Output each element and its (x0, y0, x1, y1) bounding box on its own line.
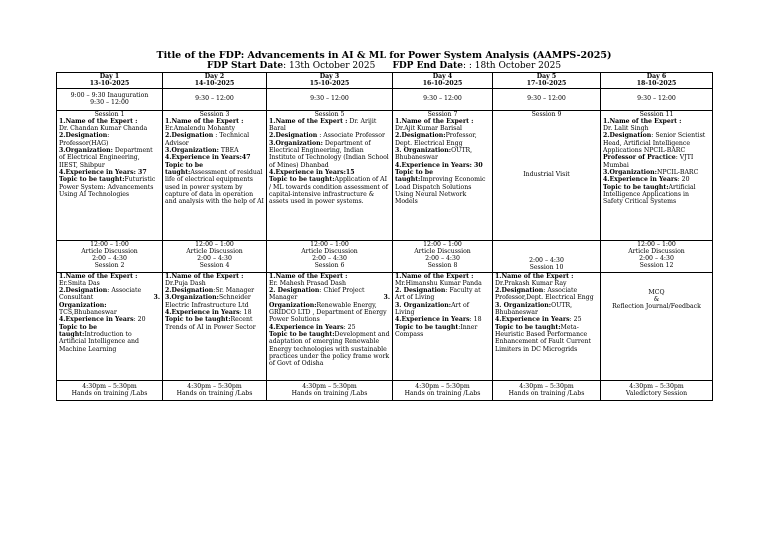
evening-cell: 4:30pm – 5:30pm Valedictory Session (601, 380, 713, 400)
session-cell: MCQ & Reflection Journal/Feedback (601, 272, 713, 380)
morning-time-row (57, 88, 713, 110)
day-header-row (57, 73, 713, 89)
session-cell: Session 7 1.Name of the Expert : Dr.Ajit Kumar Barisal 2.Designation:Professor, Dept. Electrical Engg 3. Organization:OUTR, Bhubaneswar 4.Experience in Years: 30 Topic to be taught:Improving Economic Load Dispatch Solutions Using Neural Network Models (393, 110, 493, 240)
end-date-label: FDP End Date (392, 61, 463, 71)
evening-row (57, 380, 713, 400)
fdp-dates (0, 61, 768, 72)
start-date-value: : 13th October 2025 (283, 61, 376, 71)
session-cell: Session 3 1.Name of the Expert : Er.Amalendu Mohanty 2.Designation : Technical Advisor 3.Organization: TBEA 4.Experience in Years:47 Topic to be taught:Assessment of residual life of electrical equipments used in power system by capture of data in operation and analysis with the help of AI (163, 110, 267, 240)
session-cell: 1.Name of the Expert : Er.Smita Das 2.Designation: Associate Consultant 3. Organization: TCS,Bhubaneswar 4.Experience in Years: 20 Topic to be taught:Introduction to Artificial Intelligence and Machine Learning (57, 272, 163, 380)
inauguration-cell: 9:00 – 9:30 Inauguration 9:30 – 12:00 (57, 88, 163, 110)
evening-cell: 4:30pm – 5:30pm Hands on training /Labs (393, 380, 493, 400)
session-cell: 1.Name of the Expert : Mr.Himanshu Kumar Panda 2. Designation: Faculty at Art of Living 3. Organization:Art of Living 4.Experience in Years: 18 Topic to be taught:Inner Compass (393, 272, 493, 380)
midday-cell: 12:00 – 1:00 Article Discussion 2:00 – 4:30 Session 6 (267, 240, 393, 272)
evening-cell: 4:30pm – 5:30pm Hands on training /Labs (57, 380, 163, 400)
midday-cell: 12:00 – 1:00 Article Discussion 2:00 – 4:30 Session 12 (601, 240, 713, 272)
day-header: Day 4 16-10-2025 (393, 73, 493, 89)
session-cell: Session 11 1.Name of the Expert : Dr. Lalit Singh 2.Designation: Senior Scientist Head, Artificial Intelligence Applications NPCIL-BARC Professor of Practice: VJTI Mumbai 3.Organization:NPCIL-BARC 4.Experience in Years: 20 Topic to be taught:Artificial Intelligence Applications in Safety Critical Systems (601, 110, 713, 240)
schedule-table (56, 72, 713, 401)
session-cell: 1.Name of the Expert : Er. Mahesh Prasad Dash 2. Designation: Chief Project Manager 3. Organization:Renewable Energy, GRIDCO LTD , Department of Energy Power Solutions 4.Experience in Years: 25 Topic to be taught:Development and adaptation of emerging Renewable Energy technologies with sustainable practices under the policy frame work of Govt of Odisha (267, 272, 393, 380)
evening-cell: 4:30pm – 5:30pm Hands on training /Labs (267, 380, 393, 400)
session-cell: 1.Name of the Expert : Dr.Prakash Kumar Ray 2.Designation: Associate Professor,Dept. Electrical Engg 3. Organization:OUTR, Bhubaneswar 4.Experience in Years: 25 Topic to be taught:Meta-Heuristic Based Performance Enhancement of Fault Current Limiters in DC Microgrids (493, 272, 601, 380)
time-cell: 9:30 – 12:00 (163, 88, 267, 110)
session-cell: Session 1 1.Name of the Expert : Dr. Chandan Kumar Chanda 2.Designation: Professor(HAG) 3.Organization: Department of Electrical Engineering, IIEST, Shibpur 4.Experience in Years: 37 Topic to be taught:Futuristic Power System: Advancements Using AI Technologies (57, 110, 163, 240)
time-cell: 9:30 – 12:00 (393, 88, 493, 110)
day-header: Day 5 17-10-2025 (493, 73, 601, 89)
midday-cell: 12:00 – 1:00 Article Discussion 2:00 – 4:30 Session 8 (393, 240, 493, 272)
afternoon-session-row (57, 272, 713, 380)
midday-row (57, 240, 713, 272)
fdp-title: Title of the FDP: Advancements in AI & ML for Power System Analysis (AAMPS-2025) (156, 50, 612, 61)
session-cell: Session 5 1.Name of the Expert : Dr. Arijit Baral 2.Designation : Associate Professor 3.Organization: Department of Electrical Engineering, Indian Institute of Technology (Indian School of Mines) Dhanbad 4.Experience in Years:15 Topic to be taught:Application of AI / ML towards condition assessment of capital-intensive infrastructure & assets used in power systems. (267, 110, 393, 240)
start-date-label: FDP Start Date (206, 61, 284, 71)
session-cell: Session 9 Industrial Visit (493, 110, 601, 240)
day-header: Day 1 13-10-2025 (57, 73, 163, 89)
evening-cell: 4:30pm – 5:30pm Hands on training /Labs (163, 380, 267, 400)
end-date-value: : : 18th October 2025 (462, 61, 562, 71)
time-cell: 9:30 – 12:00 (493, 88, 601, 110)
day-header: Day 6 18-10-2025 (601, 73, 713, 89)
midday-cell: 12:00 – 1:00 Article Discussion 2:00 – 4:30 Session 2 (57, 240, 163, 272)
industrial-visit: Industrial Visit (523, 170, 570, 178)
day-header: Day 2 14-10-2025 (163, 73, 267, 89)
time-cell: 9:30 – 12:00 (601, 88, 713, 110)
evening-cell: 4:30pm – 5:30pm Hands on training /Labs (493, 380, 601, 400)
day-header: Day 3 15-10-2025 (267, 73, 393, 89)
morning-session-row (57, 110, 713, 240)
midday-cell: 2:00 – 4:30 Session 10 (493, 240, 601, 272)
time-cell: 9:30 – 12:00 (267, 88, 393, 110)
midday-cell: 12:00 – 1:00 Article Discussion 2:00 – 4:30 Session 4 (163, 240, 267, 272)
session-cell: 1.Name of the Expert : Dr.Puja Dash 2.Designation:Sr. Manager 3.Organization:Schneider Electric Infrastructure Ltd 4.Experience in Years: 18 Topic to be taught:Recent Trends of AI in Power Sector (163, 272, 267, 380)
